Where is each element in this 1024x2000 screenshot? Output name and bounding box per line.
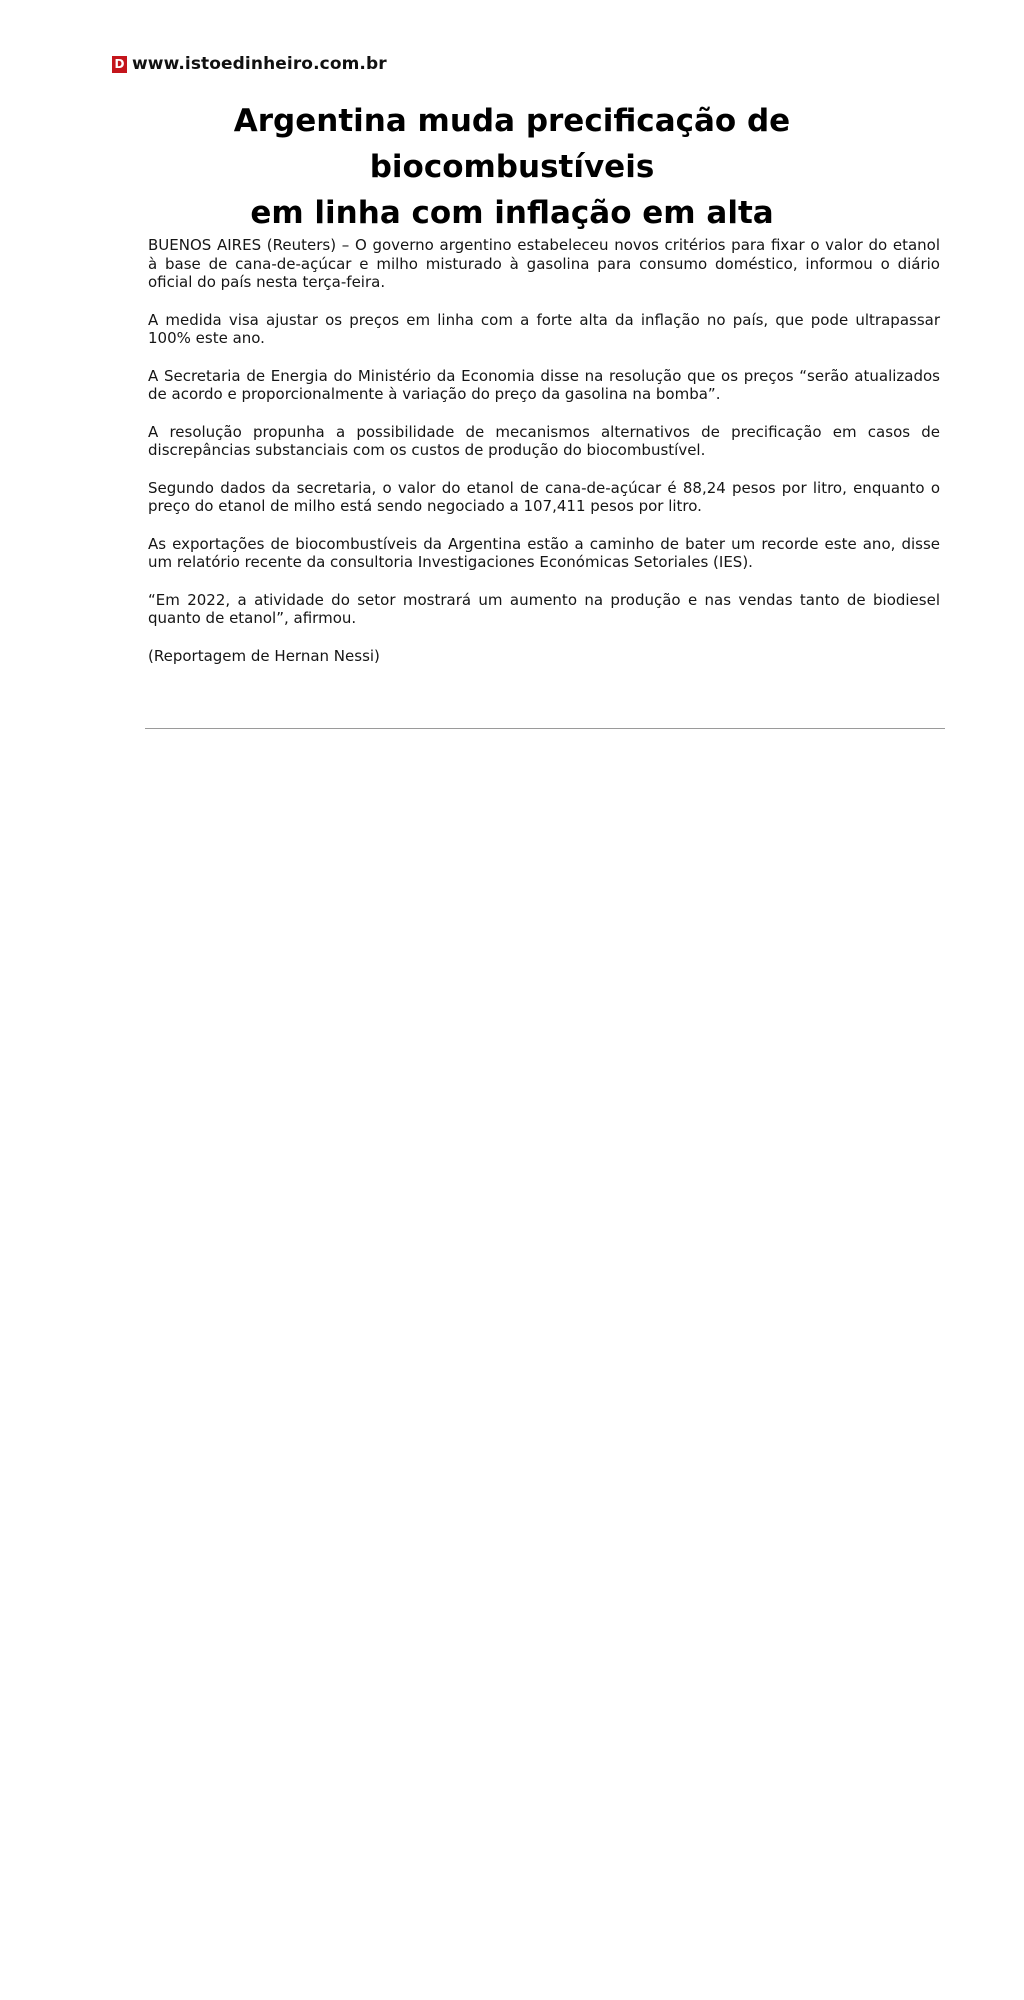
article-paragraph: Segundo dados da secretaria, o valor do etanol de cana-de-açúcar é 88,24 pesos por litro, enquanto o preço do etanol de milho está sendo negociado a 107,411 pesos por litro. xyxy=(148,478,940,515)
article-paragraph: As exportações de biocombustíveis da Argentina estão a caminho de bater um recorde este ano, disse um relatório recente da consultoria Investigaciones Económicas Setoriales (IES). xyxy=(148,534,940,571)
article-paragraph: “Em 2022, a atividade do setor mostrará um aumento na produção e nas vendas tanto de biodiesel quanto de etanol”, afirmou. xyxy=(148,590,940,627)
site-url-link[interactable]: www.istoedinheiro.com.br xyxy=(132,54,387,74)
article-paragraph: BUENOS AIRES (Reuters) – O governo argentino estabeleceu novos critérios para fixar o valor do etanol à base de cana-de-açúcar e milho misturado à gasolina para consumo doméstico, informou o diário oficial do país nesta terça-feira. xyxy=(148,236,940,291)
masthead xyxy=(112,54,387,74)
headline-line-2: em linha com inflação em alta xyxy=(250,195,774,231)
article-paragraph: A resolução propunha a possibilidade de mecanismos alternativos de precificação em casos de discrepâncias substanciais com os custos de produção do biocombustível. xyxy=(148,422,940,459)
article-byline: (Reportagem de Hernan Nessi) xyxy=(148,646,380,665)
article-paragraph: A medida visa ajustar os preços em linha com a forte alta da inflação no país, que pode ultrapassar 100% este ano. xyxy=(148,310,940,347)
article-body xyxy=(148,236,940,684)
article-paragraph: A Secretaria de Energia do Ministério da Economia disse na resolução que os preços “serão atualizados de acordo e proporcionalmente à variação do preço da gasolina na bomba”. xyxy=(148,366,940,403)
headline-line-1: Argentina muda precificação de biocombustíveis xyxy=(233,103,791,185)
article-headline xyxy=(112,98,912,236)
dinheiro-logo: D xyxy=(112,56,127,73)
bottom-divider xyxy=(145,728,945,729)
